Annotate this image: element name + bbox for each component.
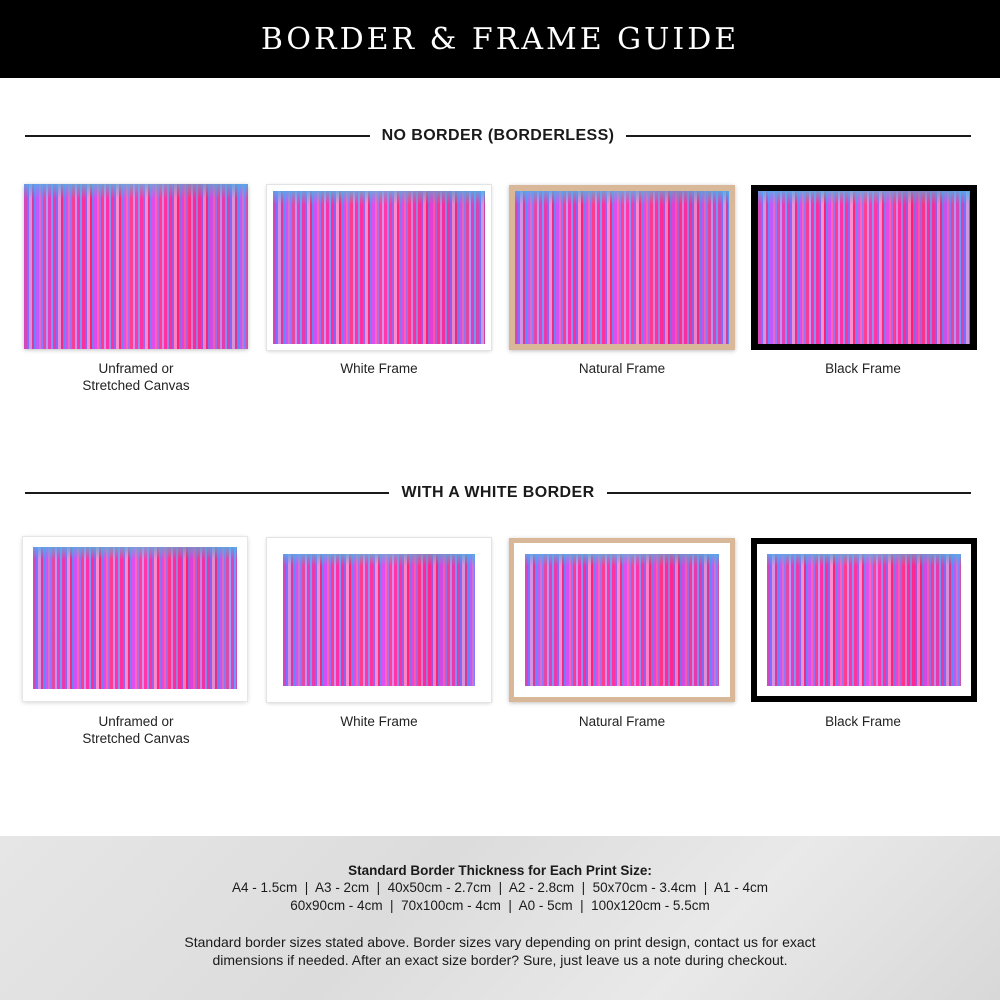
divider xyxy=(25,135,370,137)
artwork xyxy=(758,191,970,344)
caption-line: Black Frame xyxy=(825,361,901,376)
border-sizes-line: 60x90cm - 4cm | 70x100cm - 4cm | A0 - 5cm | 100x120cm - 5.5cm xyxy=(290,898,710,913)
caption-borderless-unframed xyxy=(21,360,251,394)
caption-line: Unframed or xyxy=(98,714,174,729)
footer-note: dimensions if needed. After an exact size border? Sure, just leave us a note during checkout. xyxy=(212,952,788,968)
caption-line: Natural Frame xyxy=(578,714,666,729)
caption-line: White Frame xyxy=(340,714,418,729)
section-title: WITH A WHITE BORDER xyxy=(401,484,595,501)
caption-line: Stretched Canvas xyxy=(82,731,190,746)
page-title: BORDER & FRAME GUIDE xyxy=(260,21,740,57)
divider xyxy=(626,135,971,137)
footer-title: Standard Border Thickness for Each Print Size: xyxy=(348,863,652,878)
caption-border-black-frame xyxy=(748,713,978,730)
caption-borderless-white-frame xyxy=(264,360,494,377)
caption-line: Natural Frame xyxy=(578,361,666,376)
divider xyxy=(25,492,389,494)
caption-line: White Frame xyxy=(340,361,418,376)
section-heading-white-border xyxy=(25,481,971,505)
page-header xyxy=(0,0,1000,78)
caption-line: Unframed or xyxy=(98,361,174,376)
border-sizes-line: A4 - 1.5cm | A3 - 2cm | 40x50cm - 2.7cm | A2 - 2.8cm | 50x70cm - 3.4cm | A1 - 4cm xyxy=(232,880,768,895)
thumb-border-white-frame xyxy=(267,538,491,702)
caption-borderless-black-frame xyxy=(748,360,978,377)
artwork xyxy=(515,191,729,344)
thumb-border-black-frame xyxy=(751,538,977,702)
artwork xyxy=(24,184,248,349)
border-info-footer xyxy=(0,836,1000,1000)
thumb-borderless-black-frame xyxy=(751,185,977,350)
divider xyxy=(607,492,971,494)
footer-note: Standard border sizes stated above. Border sizes vary depending on print design, contact us for exact xyxy=(184,934,816,950)
section-title: NO BORDER (BORDERLESS) xyxy=(381,127,615,144)
artwork xyxy=(273,191,485,344)
thumb-borderless-unframed xyxy=(24,184,248,349)
artwork xyxy=(767,554,961,686)
section-heading-borderless xyxy=(25,124,971,148)
thumb-borderless-white-frame xyxy=(267,185,491,350)
caption-border-white-frame xyxy=(264,713,494,730)
thumb-borderless-natural-frame xyxy=(509,185,735,350)
artwork xyxy=(33,547,237,689)
caption-borderless-natural-frame xyxy=(507,360,737,377)
artwork xyxy=(283,554,475,686)
thumb-border-unframed xyxy=(23,537,247,701)
thumb-border-natural-frame xyxy=(509,538,735,702)
artwork xyxy=(525,554,719,686)
caption-border-natural-frame xyxy=(507,713,737,730)
caption-line: Stretched Canvas xyxy=(82,378,190,393)
caption-line: Black Frame xyxy=(825,714,901,729)
caption-border-unframed xyxy=(21,713,251,747)
